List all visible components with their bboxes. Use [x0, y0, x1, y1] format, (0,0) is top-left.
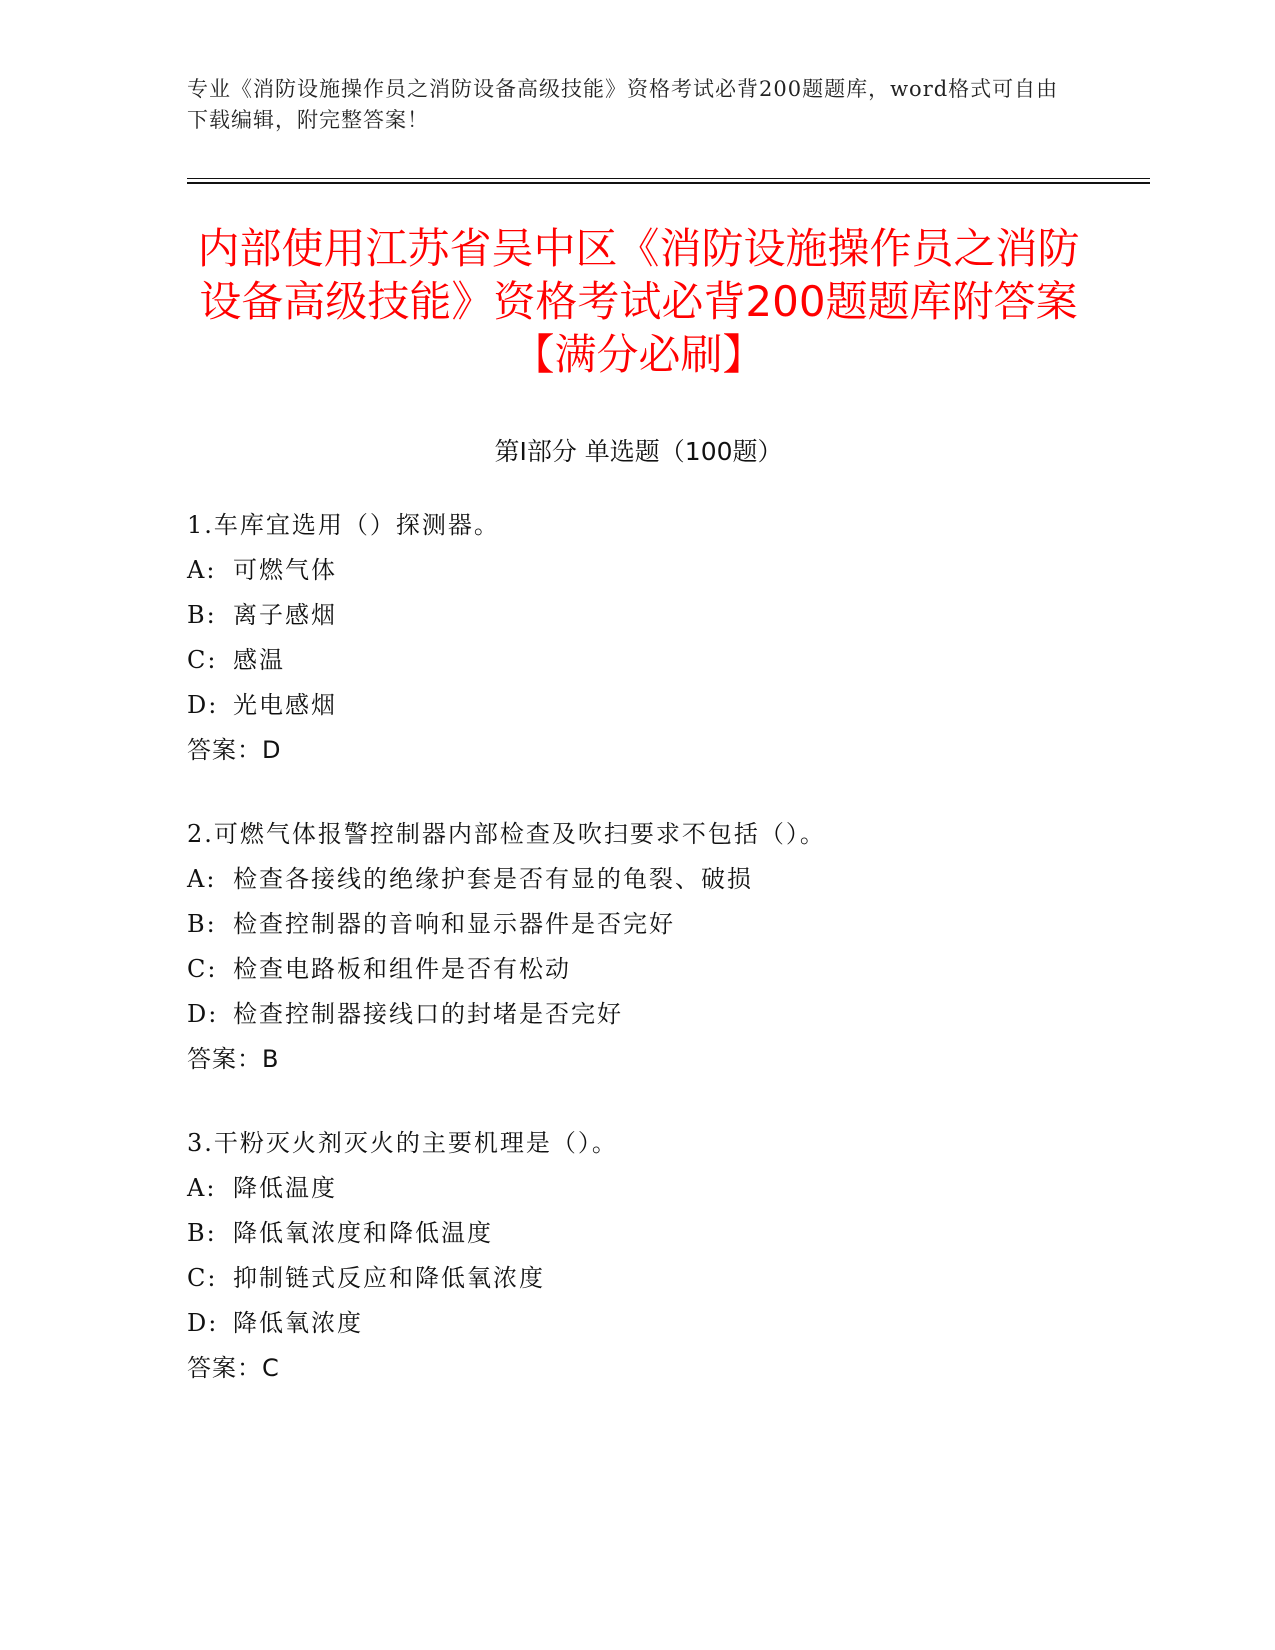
document-title: 内部使用江苏省吴中区《消防设施操作员之消防设备高级技能》资格考试必背200题题库附答案【满分必刷】 — [197, 224, 1080, 379]
option-text: 检查控制器的音响和显示器件是否完好 — [233, 910, 675, 938]
option-label: C: — [187, 955, 218, 983]
option-label: C: — [187, 1264, 218, 1292]
option-text: 可燃气体 — [233, 556, 337, 584]
option-b — [187, 593, 1087, 638]
option-d — [187, 1301, 1087, 1346]
question-block-2 — [187, 812, 1087, 1082]
option-a — [187, 1166, 1087, 1211]
header-note: 专业《消防设施操作员之消防设备高级技能》资格考试必背200题题库，word格式可自由下载编辑，附完整答案！ — [187, 77, 1059, 132]
option-b — [187, 902, 1087, 947]
option-label: A: — [187, 865, 217, 893]
option-text: 降低温度 — [233, 1174, 337, 1202]
option-text: 降低氧浓度和降低温度 — [233, 1219, 493, 1247]
answer-text: 答案：C — [187, 1354, 280, 1382]
header-divider-thick — [187, 182, 1150, 184]
option-label: B: — [187, 601, 217, 629]
option-b — [187, 1211, 1087, 1256]
header-divider-thin — [187, 178, 1150, 179]
option-text: 检查各接线的绝缘护套是否有显的龟裂、破损 — [233, 865, 753, 893]
question-text: 3.干粉灭火剂灭火的主要机理是（）。 — [187, 1129, 618, 1157]
option-text: 光电感烟 — [233, 691, 337, 719]
option-d — [187, 683, 1087, 728]
answer-text: 答案：D — [187, 736, 282, 764]
option-text: 离子感烟 — [233, 601, 337, 629]
option-label: D: — [187, 1000, 219, 1028]
option-text: 抑制链式反应和降低氧浓度 — [233, 1264, 545, 1292]
option-label: A: — [187, 1174, 217, 1202]
option-text: 感温 — [233, 646, 285, 674]
option-label: D: — [187, 691, 219, 719]
section-title: 第Ⅰ部分 单选题（100题） — [494, 437, 783, 466]
answer-text: 答案：B — [187, 1045, 280, 1073]
question-text: 1.车库宜选用（）探测器。 — [187, 511, 500, 539]
option-label: D: — [187, 1309, 219, 1337]
option-c — [187, 1256, 1087, 1301]
option-label: A: — [187, 556, 217, 584]
option-c — [187, 638, 1087, 683]
option-label: C: — [187, 646, 218, 674]
option-text: 降低氧浓度 — [233, 1309, 363, 1337]
option-text: 检查控制器接线口的封堵是否完好 — [233, 1000, 623, 1028]
option-label: B: — [187, 1219, 217, 1247]
option-a — [187, 548, 1087, 593]
question-text: 2.可燃气体报警控制器内部检查及吹扫要求不包括（）。 — [187, 820, 826, 848]
option-c — [187, 947, 1087, 992]
option-label: B: — [187, 910, 217, 938]
option-text: 检查电路板和组件是否有松动 — [233, 955, 571, 983]
question-block-1 — [187, 503, 1087, 773]
option-d — [187, 992, 1087, 1037]
question-block-3 — [187, 1121, 1087, 1391]
option-a — [187, 857, 1087, 902]
